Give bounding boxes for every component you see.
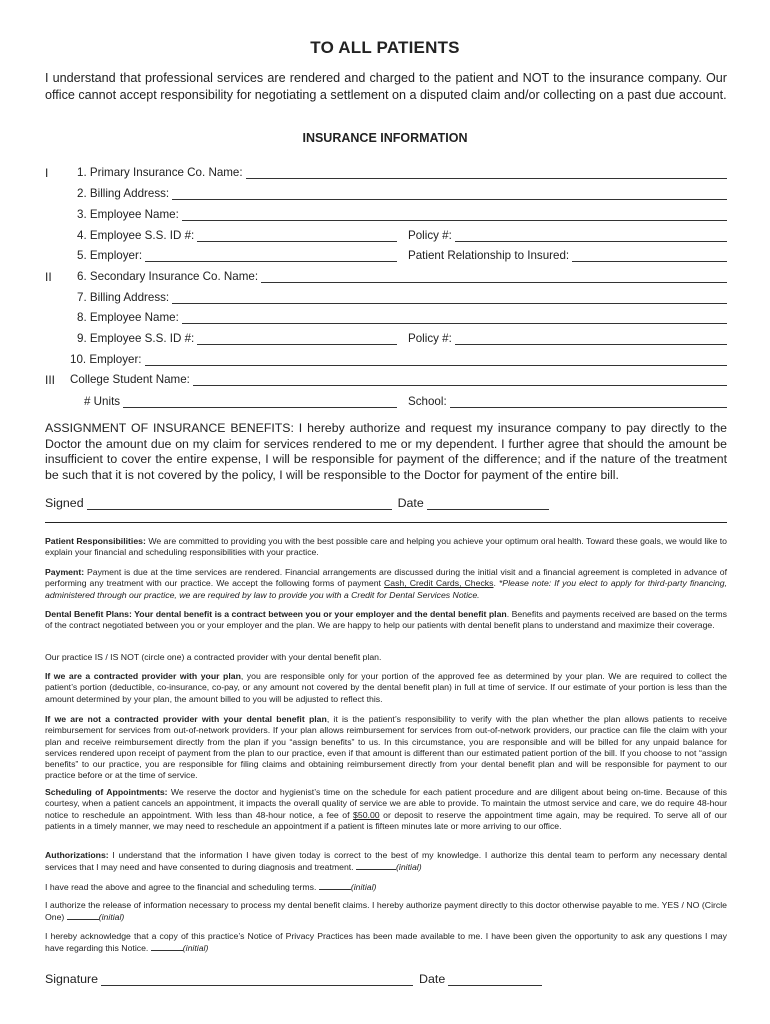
divider — [45, 522, 727, 523]
ack-text: I hereby acknowledge that a copy of this practice’s Notice of Privacy Practices has been made available to me. I have been given the opportunity to ask any questions I may have regarding this Notice. — [45, 931, 727, 954]
secondary-insurance-name-field[interactable] — [77, 270, 727, 283]
initial-label: (initial) — [350, 882, 377, 892]
payment-text-2: . — [493, 578, 499, 589]
resp-text: We are committed to providing you with the best possible care and helping you achieve your optimum oral health. Toward these goals, we would like to explain your financial and scheduling responsibilities with your practice. — [45, 536, 728, 558]
assignment-of-benefits: ASSIGNMENT OF INSURANCE BENEFITS: I hereby authorize and request my insurance company to pay directly to the Doctor the amount due on my claim for services rendered to me or my dependent. I further agree that should the amount be insufficient to cover the entire expense, I will be responsible for payment of the difference; and if the nature of the treatment be such that it is not covered by the policy, I will be responsible to the Doctor for payment of the entire bill. — [45, 421, 727, 482]
field-label: 4. Employee S.S. ID #: — [77, 229, 195, 242]
cancellation-fee: $50.00 — [353, 809, 380, 820]
field-label: # Units — [84, 395, 121, 408]
field-label: Patient Relationship to Insured: — [408, 249, 570, 262]
authorizations-paragraph — [45, 850, 727, 874]
field-label: 9. Employee S.S. ID #: — [77, 332, 195, 345]
financial-terms-agreement — [45, 881, 727, 893]
section-iii-marker: III — [45, 373, 56, 387]
blank-line[interactable] — [182, 209, 727, 221]
field-label: School: — [408, 395, 447, 408]
field-label: 5. Employer: — [77, 249, 143, 262]
primary-employee-ssid-field[interactable] — [77, 229, 397, 242]
release-text: I authorize the release of information necessary to process my dental benefit claims. I hereby authorize payment directly to this doctor otherwise payable to me. YES / NO (Circle One) — [45, 900, 727, 923]
primary-policy-field[interactable] — [408, 229, 727, 242]
signed-row — [45, 496, 549, 510]
non-contracted-provider-paragraph — [45, 714, 727, 782]
page-title: TO ALL PATIENTS — [310, 38, 460, 57]
section-i-marker: I — [45, 166, 49, 180]
blank-line[interactable] — [450, 396, 727, 408]
contracted-heading: If we are a contracted provider with your plan — [45, 671, 241, 681]
field-label: 2. Billing Address: — [77, 187, 170, 200]
dental-benefit-plans — [45, 609, 727, 632]
field-label: 3. Employee Name: — [77, 208, 179, 221]
contracted-provider-paragraph — [45, 671, 727, 705]
payment-note: *Please note: If you elect to apply for third-party financing, administered through our practice, we are required by law to provide you with a Credit for Dental Services Notice. — [45, 578, 728, 600]
scheduling-paragraph — [45, 787, 727, 832]
privacy-notice-acknowledgement — [45, 931, 727, 955]
patient-relationship-field[interactable] — [408, 249, 727, 262]
primary-billing-address-field[interactable] — [77, 187, 727, 200]
blank-line[interactable] — [455, 230, 727, 242]
field-label: 7. Billing Address: — [77, 291, 170, 304]
release-authorization — [45, 900, 727, 924]
date-line[interactable] — [448, 974, 542, 986]
blank-line[interactable] — [145, 354, 727, 366]
blank-line[interactable] — [172, 188, 727, 200]
scheduling-text: We reserve the doctor and hygienist’s time on the schedule for each patient procedure and are diligent about being on-time. Because of this courtesy, when a patient cancels an appointment, it impacts the overall quality of service we are able to provide. To maintain the utmost service and care, we do require 48-hour notice to reschedule an appointment. With less than 48-hour notice, a fee of — [45, 787, 727, 820]
primary-employer-field[interactable] — [77, 249, 397, 262]
blank-line[interactable] — [182, 312, 727, 324]
initial-label: (initial) — [98, 912, 125, 923]
blank-line[interactable] — [197, 333, 397, 345]
blank-line[interactable] — [246, 167, 727, 179]
non-contracted-heading: If we are not a contracted provider with your dental benefit plan — [45, 714, 327, 724]
insurance-heading: INSURANCE INFORMATION — [302, 131, 468, 145]
date-line[interactable] — [427, 498, 549, 510]
field-label: Policy #: — [408, 229, 452, 242]
read-agree-text: I have read the above and agree to the financial and scheduling terms. — [45, 882, 319, 892]
date-label: Date — [397, 496, 424, 510]
field-label: 1. Primary Insurance Co. Name: — [77, 166, 243, 179]
field-label: College Student Name: — [70, 373, 190, 386]
payment-methods: Cash, Credit Cards, Checks — [383, 578, 494, 589]
dbp-heading: Dental Benefit Plans: Your dental benefit is a contract between you or your employer and the dental benefit plan — [45, 609, 507, 619]
blank-line[interactable] — [455, 333, 727, 345]
school-field[interactable] — [408, 395, 727, 408]
authorizations-text: I understand that the information I have given today is correct to the best of my knowledge. I authorize this dental team to perform any necessary dental services that I may need and have consented to during diagnosis and treatment. — [45, 850, 727, 873]
blank-line[interactable] — [123, 396, 397, 408]
secondary-billing-address-field[interactable] — [77, 291, 727, 304]
field-label: 10. Employer: — [70, 353, 142, 366]
dbp-text: . Benefits and payments received are based on the terms of the contract negotiated between you or your employer and the plan. We are happy to help our patients with dental benefit plans to understand and maximize their coverage. — [45, 609, 727, 631]
field-label: 8. Employee Name: — [77, 311, 179, 324]
blank-line[interactable] — [197, 230, 397, 242]
blank-line[interactable] — [572, 250, 727, 262]
blank-line[interactable] — [261, 271, 727, 283]
secondary-employer-field[interactable] — [70, 353, 727, 366]
section-ii-marker: II — [45, 270, 52, 284]
date-label: Date — [419, 972, 446, 986]
college-student-name-field[interactable] — [70, 373, 727, 386]
primary-insurance-name-field[interactable] — [77, 166, 727, 179]
field-label: 6. Secondary Insurance Co. Name: — [77, 270, 259, 283]
secondary-policy-field[interactable] — [408, 332, 727, 345]
scheduling-text-2: or deposit to reserve the appointment time again, may be required. To serve all of our patients in a timely manner, we may need to reschedule an appointment if a patient is fifteen minutes late or more arriving to our office. — [45, 809, 727, 831]
resp-heading: Patient Responsibilities: — [45, 536, 146, 546]
initial-label: (initial) — [396, 862, 422, 873]
payment-heading: Payment: — [45, 567, 85, 577]
authorizations-heading: Authorizations: — [45, 850, 109, 860]
blank-line[interactable] — [145, 250, 397, 262]
secondary-employee-ssid-field[interactable] — [77, 332, 397, 345]
initial-line[interactable] — [356, 861, 396, 870]
initial-label: (initial) — [182, 943, 209, 954]
signed-line[interactable] — [87, 498, 392, 510]
units-field[interactable] — [84, 395, 397, 408]
non-contracted-text: , it is the patient’s responsibility to verify with the plan whether the plan allows patients to receive reimbursement for services from out-of-network providers. If your plan allows reimbursement for services from out-of-network providers, our practice can file the claim with your plan and receive reimbursement directly from the plan if you “assign benefits” to us. In this circumstance, you are responsible and will be billed for any unpaid balance for services rendered upon receipt of payment from the plan to our practice, even if that amount is different than our estimated patient portion of the bill. If you choose to not “assign benefits” to our practice, you are responsible for filing claims and obtaining reimbursement directly from your dental benefit plan and will be responsible for payment to our practice before or at the time of service. — [45, 714, 727, 781]
field-label: Policy #: — [408, 332, 452, 345]
scheduling-heading: Scheduling of Appointments: — [45, 787, 168, 797]
intro-paragraph: I understand that professional services are rendered and charged to the patient and NOT to the insurance company. Our office cannot accept responsibility for negotiating a settlement on a disputed claim and/or collecting on a past due account. — [45, 71, 727, 102]
blank-line[interactable] — [172, 292, 727, 304]
initial-line[interactable] — [319, 881, 351, 890]
payment-text: Payment is due at the time services are rendered. Financial arrangements are discussed during the initial visit and a financial agreement is completed in advance of performing any treatment with our practice. We accept the following forms of payment — [45, 567, 727, 589]
signature-line[interactable] — [101, 974, 413, 986]
signed-label: Signed — [45, 496, 84, 510]
contracted-text: , you are responsible only for your portion of the approved fee as determined by your plan. We are required to collect the patient’s portion (deductible, co-insurance, co-pay, or any amount not covered by the dental benefit plan) in full at time of service. If our estimate of your portion is less than the amount determined by your plan, the amount billed to you will be adjusted to reflect this. — [45, 671, 727, 704]
primary-employee-name-field[interactable] — [77, 208, 727, 221]
initial-line[interactable] — [67, 911, 99, 920]
signature-label: Signature — [45, 972, 99, 986]
patient-responsibilities — [45, 536, 727, 559]
initial-line[interactable] — [151, 942, 183, 951]
payment-paragraph — [45, 567, 727, 601]
blank-line[interactable] — [193, 374, 727, 386]
contracted-provider-circle: Our practice IS / IS NOT (circle one) a contracted provider with your dental benefit plan. — [45, 652, 382, 662]
signature-row — [45, 972, 542, 986]
secondary-employee-name-field[interactable] — [77, 311, 727, 324]
